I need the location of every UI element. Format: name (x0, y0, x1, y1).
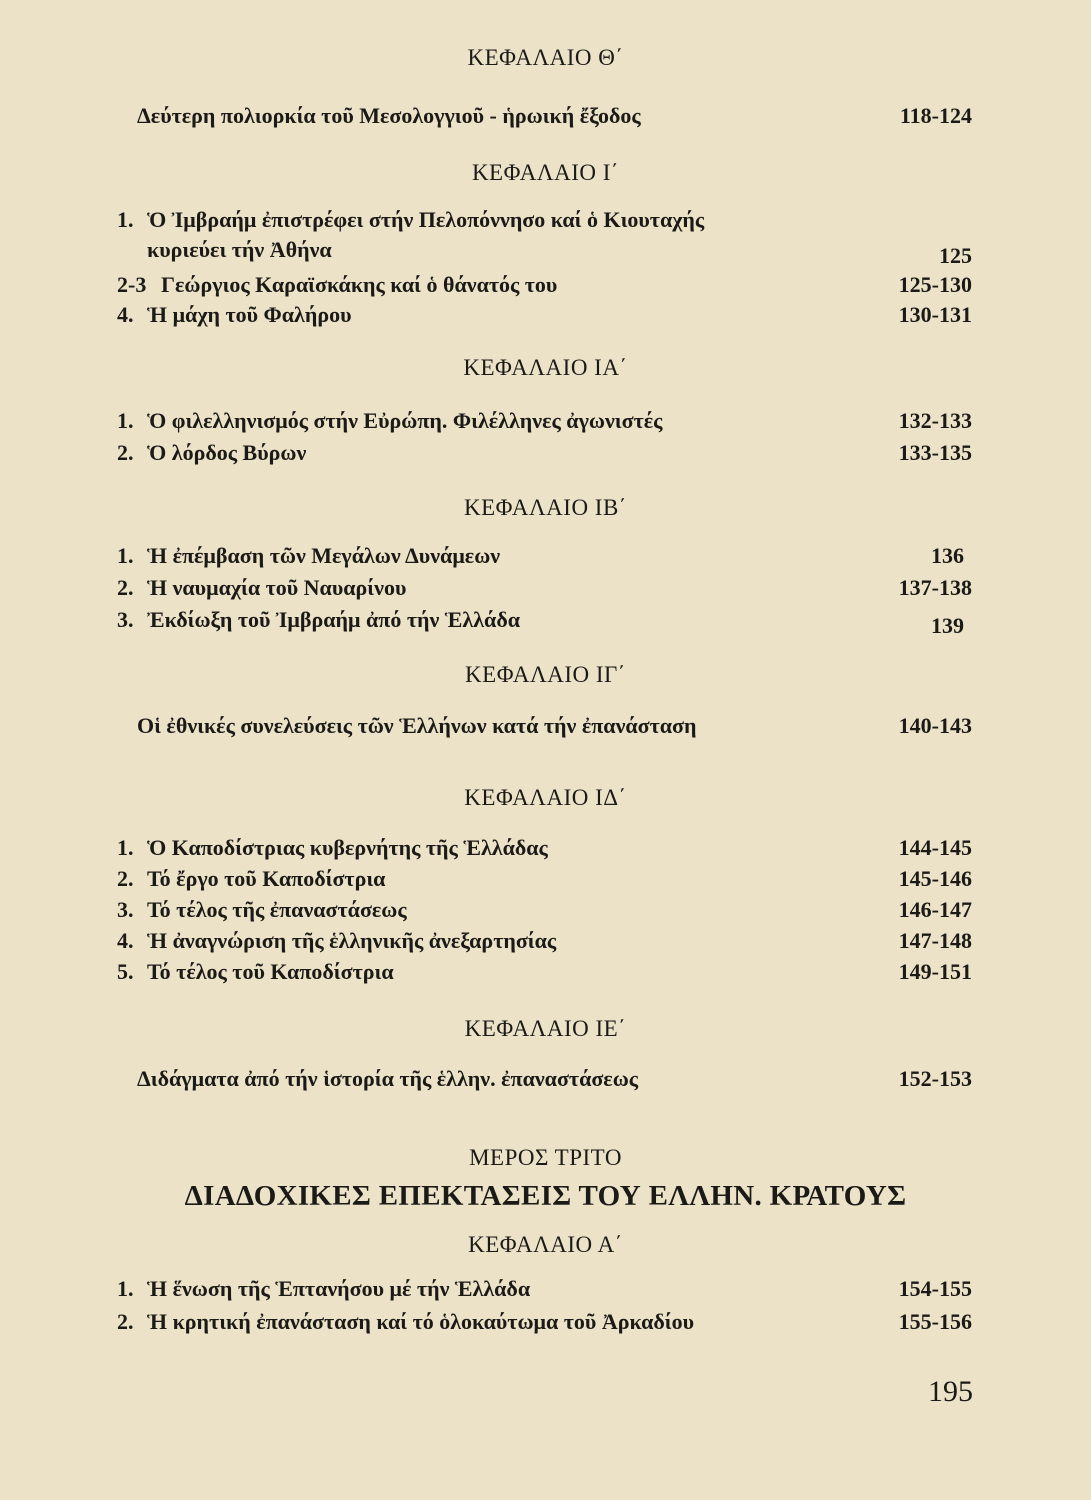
entry-pages: 152-153 (898, 1066, 972, 1091)
entry-pages: 140-143 (898, 713, 972, 738)
entry-title: Τό ἔργο τοῦ Καποδίστρια (147, 866, 386, 891)
entry-title: Ἡ ἀναγνώριση τῆς ἑλληνικῆς ἀνεξαρτησίας (147, 928, 557, 953)
entry-number: 1. (117, 543, 134, 568)
entry-title: Ἐκδίωξη τοῦ Ἰμβραήμ ἀπό τήν Ἑλλάδα (147, 607, 521, 632)
entry-title: Τό τέλος τῆς ἐπαναστάσεως (147, 897, 407, 922)
entry-pages: 145-146 (898, 866, 972, 891)
chapter-heading: ΚΕΦΑΛΑΙΟ ΙΑ΄ (463, 355, 628, 380)
entry-title: Ὁ φιλελληνισμός στήν Εὐρώπη. Φιλέλληνες ἀγωνιστές (147, 408, 663, 433)
part-title: ΔΙΑΔΟΧΙΚΕΣ ΕΠΕΚΤΑΣΕΙΣ ΤΟΥ ΕΛΛΗΝ. ΚΡΑΤΟΥΣ (184, 1180, 907, 1212)
entry-pages: 139 (931, 613, 964, 638)
chapter-heading: ΚΕΦΑΛΑΙΟ Ι΄ (471, 160, 620, 185)
entry-number: 4. (117, 302, 134, 327)
entry-title: Ἡ ναυμαχία τοῦ Ναυαρίνου (147, 575, 407, 600)
entry-number: 1. (117, 835, 134, 860)
entry-number: 5. (117, 959, 134, 984)
entry-title: Διδάγματα ἀπό τήν ἱστορία τῆς ἑλλην. ἐπαναστάσεως (137, 1066, 639, 1091)
entry-pages: 132-133 (898, 408, 972, 433)
entry-title-continued: κυριεύει τήν Ἀθήνα (147, 237, 332, 262)
entry-title: Ὁ Ἰμβραήμ ἐπιστρέφει στήν Πελοπόννησο καί ὁ Κιουταχής (147, 207, 705, 232)
toc-entry (117, 207, 972, 271)
entry-number: 2. (117, 866, 134, 891)
part-label: ΜΕΡΟΣ ΤΡΙΤΟ (469, 1145, 622, 1170)
chapter-heading: ΚΕΦΑΛΑΙΟ Θ΄ (467, 45, 624, 70)
entry-pages: 137-138 (898, 575, 972, 600)
entry-pages: 154-155 (898, 1276, 972, 1301)
entry-title: Δεύτερη πολιορκία τοῦ Μεσολογγιοῦ - ἡρωική ἔξοδος (137, 103, 641, 128)
entry-number: 2-3 (117, 272, 147, 297)
entry-number: 2. (117, 575, 134, 600)
entry-number: 1. (117, 1276, 134, 1301)
entry-title: Ἡ μάχη τοῦ Φαλήρου (147, 302, 352, 327)
entry-title: Ὁ Καποδίστριας κυβερνήτης τῆς Ἑλλάδας (147, 835, 548, 860)
entry-title: Οἱ ἐθνικές συνελεύσεις τῶν Ἑλλήνων κατά τήν ἐπανάσταση (137, 713, 697, 738)
chapter-heading: ΚΕΦΑΛΑΙΟ Α΄ (468, 1232, 623, 1257)
page-number: 195 (928, 1375, 973, 1408)
chapter-heading: ΚΕΦΑΛΑΙΟ ΙΒ΄ (464, 495, 627, 520)
entry-pages: 155-156 (898, 1309, 972, 1334)
entry-pages: 130-131 (898, 302, 972, 327)
chapter-heading: ΚΕΦΑΛΑΙΟ ΙΔ΄ (464, 785, 627, 810)
entry-title: Ἡ ἐπέμβαση τῶν Μεγάλων Δυνάμεων (147, 543, 501, 568)
entry-number: 2. (117, 440, 134, 465)
chapter-heading: ΚΕΦΑΛΑΙΟ ΙΕ΄ (464, 1016, 627, 1041)
entry-number: 4. (117, 928, 134, 953)
entry-pages: 118-124 (899, 103, 972, 128)
entry-pages: 149-151 (898, 959, 972, 984)
entry-number: 3. (117, 607, 134, 632)
entry-title: Γεώργιος Καραϊσκάκης καί ὁ θάνατός του (161, 272, 558, 297)
entry-number: 1. (117, 207, 134, 232)
entry-pages: 147-148 (898, 928, 972, 953)
entry-title: Ὁ λόρδος Βύρων (147, 440, 307, 465)
entry-number: 1. (117, 408, 134, 433)
chapter-heading: ΚΕΦΑΛΑΙΟ ΙΓ΄ (465, 662, 626, 687)
entry-pages: 125 (939, 243, 972, 268)
entry-title: Τό τέλος τοῦ Καποδίστρια (147, 959, 394, 984)
entry-title: Ἡ κρητική ἐπανάσταση καί τό ὁλοκαύτωμα τοῦ Ἀρκαδίου (147, 1309, 695, 1334)
entry-pages: 146-147 (898, 897, 972, 922)
entry-pages: 125-130 (898, 272, 972, 297)
entry-pages: 144-145 (898, 835, 972, 860)
entry-number: 3. (117, 897, 134, 922)
entry-pages: 136 (931, 543, 964, 568)
entry-title: Ἡ ἕνωση τῆς Ἑπτανήσου μέ τήν Ἑλλάδα (147, 1276, 531, 1301)
entry-number: 2. (117, 1309, 134, 1334)
entry-pages: 133-135 (898, 440, 972, 465)
